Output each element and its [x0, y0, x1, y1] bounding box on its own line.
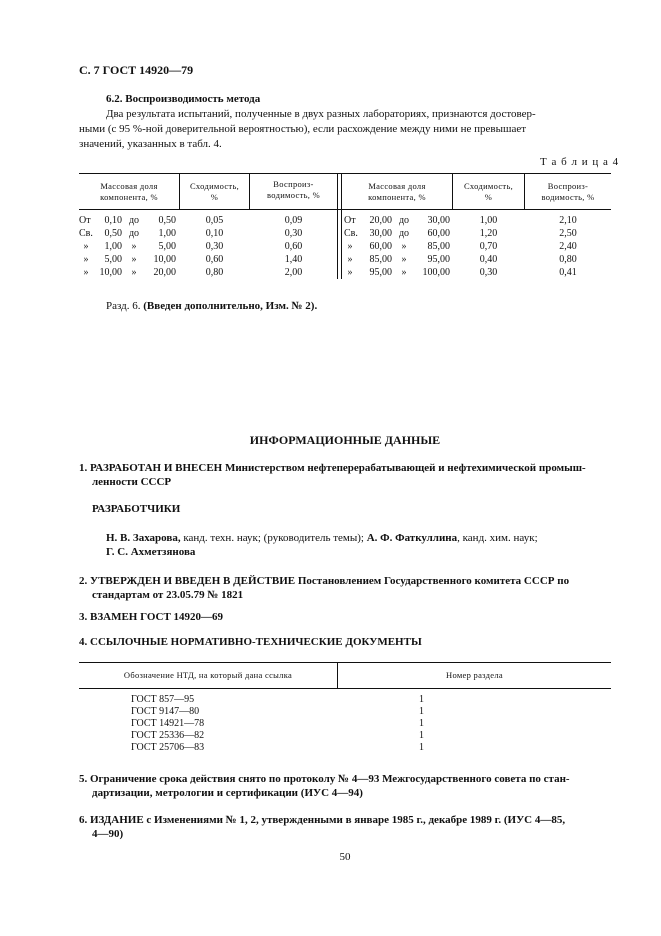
info-item-5: 5. Ограничение срока действия снято по протоколу № 4—93 Межгосударственного совета по стан- — [79, 773, 570, 785]
info-item-1: 1. РАЗРАБОТАН И ВНЕСЕН Министерством нефтеперерабатывающей и нефтехимической промыш- — [79, 462, 586, 474]
col-header-document: Обозначение НТД, на который дана ссылка — [123, 670, 293, 680]
col-header-reproducibility: водимость, % — [541, 192, 595, 202]
ref-doc: ГОСТ 25336—82 — [131, 730, 205, 741]
cell-to: 60,00 — [427, 228, 450, 239]
cell-convergence: 0,80 — [205, 267, 224, 278]
info-item-4: 4. ССЫЛОЧНЫЕ НОРМАТИВНО-ТЕХНИЧЕСКИЕ ДОКУМЕНТЫ — [79, 636, 422, 648]
developer-name: А. Ф. Фаткуллина — [366, 532, 458, 544]
cell-to-word: » — [401, 241, 407, 252]
col-header-section: Номер раздела — [446, 670, 503, 680]
info-item-2-cont: стандартам от 23.05.79 № 1821 — [92, 589, 244, 601]
paragraph-line: значений, указанных в табл. 4. — [79, 138, 222, 150]
col-header-convergence: Сходимость, — [189, 181, 240, 191]
col-header-convergence: % — [484, 192, 493, 202]
ref-section: 1 — [419, 694, 424, 705]
cell-prefix: Св. — [344, 228, 358, 239]
cell-to-word: до — [398, 228, 410, 239]
col-header-mass: компонента, % — [100, 192, 158, 202]
cell-from: 95,00 — [369, 267, 392, 278]
cell-to-word: » — [401, 254, 407, 265]
paragraph-line: ными (с 95 %-ной доверительной вероятностью), если расхождение между ними не превышает — [79, 123, 527, 135]
developer-name: Н. В. Захарова, — [106, 532, 181, 544]
cell-reproducibility: 0,09 — [284, 215, 303, 226]
cell-to-word: до — [128, 228, 140, 239]
cell-convergence: 0,05 — [205, 215, 224, 226]
col-header-reproducibility: Воспроиз- — [273, 179, 314, 189]
developer-name: Г. С. Ахметзянова — [106, 546, 196, 558]
table-caption: Т а б л и ц а 4 — [540, 156, 620, 168]
cell-convergence: 1,00 — [479, 215, 498, 226]
cell-to-word: » — [131, 254, 137, 265]
ref-section: 1 — [419, 706, 424, 717]
cell-to: 0,50 — [158, 215, 176, 226]
cell-to: 5,00 — [158, 241, 176, 252]
cell-reproducibility: 0,41 — [559, 267, 577, 278]
info-item-6: 6. ИЗДАНИЕ с Изменениями № 1, 2, утвержденными в январе 1985 г., декабре 1989 г. (ИУС 4—85, — [79, 814, 566, 826]
col-header-convergence: Сходимость, — [463, 181, 514, 191]
col-header-mass: Массовая доля — [100, 181, 158, 191]
cell-from: 20,00 — [369, 215, 392, 226]
info-item-5-cont: дартизации, метрологии и сертификации (ИУС 4—94) — [92, 787, 363, 799]
table-rule-top — [79, 662, 611, 663]
cell-to: 95,00 — [427, 254, 450, 265]
col-header-reproducibility: водимость, % — [267, 190, 320, 200]
cell-to: 30,00 — [427, 215, 450, 226]
ref-section: 1 — [419, 730, 424, 741]
cell-reproducibility: 0,80 — [559, 254, 577, 265]
cell-from: 1,00 — [104, 241, 122, 252]
cell-to: 100,00 — [422, 267, 450, 278]
cell-from: 0,10 — [104, 215, 122, 226]
ref-section: 1 — [419, 742, 424, 753]
info-title: ИНФОРМАЦИОННЫЕ ДАННЫЕ — [249, 433, 441, 447]
cell-from: 60,00 — [369, 241, 392, 252]
cell-to-word: » — [131, 241, 137, 252]
cell-prefix: » — [83, 267, 89, 278]
cell-prefix: От — [79, 215, 91, 226]
cell-convergence: 0,40 — [479, 254, 498, 265]
cell-reproducibility: 0,30 — [284, 228, 303, 239]
cell-to-word: до — [398, 215, 410, 226]
cell-prefix: » — [83, 241, 89, 252]
developer-details: канд. техн. наук; (руководитель темы); — [180, 532, 364, 544]
cell-reproducibility: 1,40 — [284, 254, 303, 265]
section-heading: 6.2. Воспроизводимость метода — [106, 93, 261, 105]
col-header-mass: Массовая доля — [368, 181, 426, 191]
developers-line — [106, 531, 538, 546]
cell-reproducibility: 2,00 — [284, 267, 303, 278]
ref-doc: ГОСТ 9147—80 — [131, 706, 200, 717]
col-header-convergence: % — [210, 192, 219, 202]
cell-to-word: » — [401, 267, 407, 278]
cell-convergence: 0,60 — [205, 254, 224, 265]
cell-prefix: » — [83, 254, 89, 265]
col-header-mass: компонента, % — [368, 192, 426, 202]
info-item-6-cont: 4—90) — [92, 828, 124, 840]
ref-doc: ГОСТ 857—95 — [131, 694, 195, 705]
cell-prefix: » — [347, 241, 353, 252]
cell-prefix: От — [344, 215, 356, 226]
cell-convergence: 0,30 — [205, 241, 224, 252]
cell-prefix: Св. — [79, 228, 93, 239]
note — [106, 299, 317, 314]
cell-reproducibility: 0,60 — [284, 241, 303, 252]
info-item-3: 3. ВЗАМЕН ГОСТ 14920—69 — [79, 611, 224, 623]
page-number: 50 — [339, 851, 351, 863]
table-divider — [337, 173, 338, 279]
paragraph-line: Два результата испытаний, полученные в двух разных лабораториях, признаются достовер- — [106, 108, 536, 120]
cell-from: 5,00 — [104, 254, 122, 265]
info-item-1-cont: ленности СССР — [92, 476, 172, 488]
col-header-reproducibility: Воспроиз- — [547, 181, 589, 191]
cell-prefix: » — [347, 267, 353, 278]
note-prefix: Разд. 6. — [106, 300, 141, 312]
cell-reproducibility: 2,10 — [559, 215, 577, 226]
cell-prefix: » — [347, 254, 353, 265]
cell-reproducibility: 2,40 — [559, 241, 577, 252]
cell-to-word: до — [128, 215, 140, 226]
ref-doc: ГОСТ 25706—83 — [131, 742, 205, 753]
info-item-2: 2. УТВЕРЖДЕН И ВВЕДЕН В ДЕЙСТВИЕ Постановлением Государственного комитета СССР по — [79, 575, 570, 587]
cell-convergence: 0,70 — [479, 241, 498, 252]
cell-from: 10,00 — [99, 267, 122, 278]
cell-from: 30,00 — [369, 228, 392, 239]
ref-doc: ГОСТ 14921—78 — [131, 718, 205, 729]
cell-to: 1,00 — [158, 228, 176, 239]
cell-from: 85,00 — [369, 254, 392, 265]
cell-convergence: 1,20 — [479, 228, 498, 239]
cell-to: 20,00 — [153, 267, 176, 278]
table-rule-top — [79, 173, 611, 174]
table-rule-header — [79, 688, 611, 689]
ref-section: 1 — [419, 718, 424, 729]
page-header: С. 7 ГОСТ 14920—79 — [79, 63, 194, 77]
note-text: (Введен дополнительно, Изм. № 2). — [143, 300, 318, 312]
cell-reproducibility: 2,50 — [559, 228, 577, 239]
developers-heading: РАЗРАБОТЧИКИ — [92, 503, 181, 515]
cell-to-word: » — [131, 267, 137, 278]
cell-from: 0,50 — [104, 228, 122, 239]
table-rule-header — [79, 209, 611, 210]
cell-convergence: 0,30 — [479, 267, 498, 278]
cell-to: 10,00 — [153, 254, 176, 265]
cell-convergence: 0,10 — [205, 228, 224, 239]
cell-to: 85,00 — [427, 241, 450, 252]
developer-details: , канд. хим. наук; — [457, 532, 538, 544]
